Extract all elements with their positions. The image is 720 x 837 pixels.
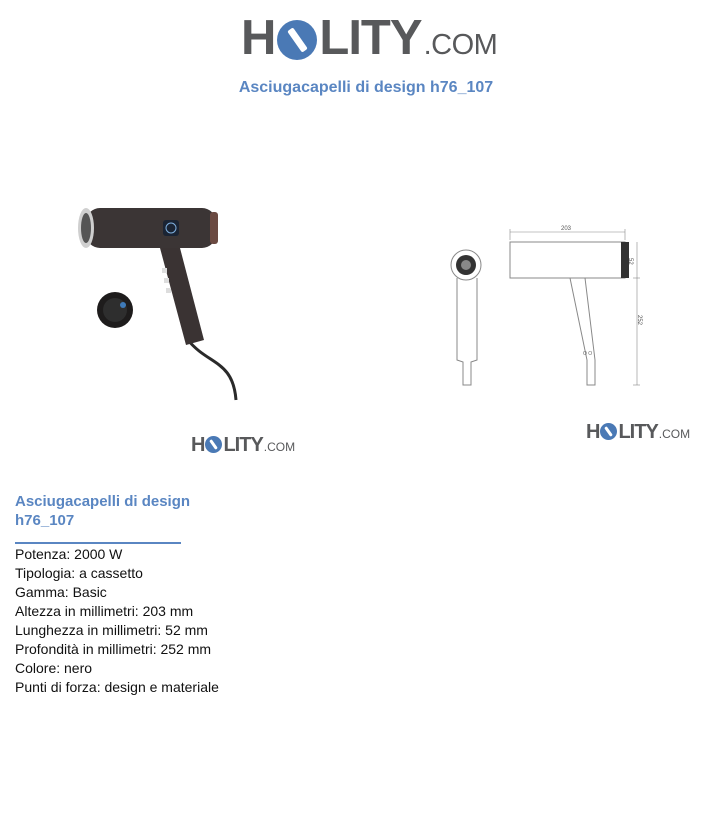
logo-mark-lity: LITY — [618, 421, 658, 443]
spec-depth: Profondità in millimetri: 252 mm — [15, 641, 212, 657]
spec-height: Altezza in millimetri: 203 mm — [15, 603, 194, 619]
logo-mark-h: H — [586, 421, 600, 443]
logo-o-icon — [600, 423, 617, 440]
product-title: Asciugacapelli di design h76_107 — [15, 493, 191, 529]
svg-text:203: 203 — [561, 226, 572, 232]
spec-strengths: Punti di forza: design e materiale — [15, 679, 219, 695]
title-underline — [15, 542, 181, 544]
logo-o-icon — [205, 436, 222, 453]
spec-color: Colore: nero — [15, 660, 93, 676]
spec-type: Tipologia: a cassetto — [15, 565, 143, 581]
spec-range: Gamma: Basic — [15, 584, 107, 600]
logo-o-icon — [277, 20, 317, 60]
logo-domain: .COM — [658, 427, 691, 441]
logo-mark-lity: LITY — [223, 434, 263, 456]
logo-domain: .COM — [423, 29, 498, 61]
spec-list — [15, 545, 219, 697]
product-photo — [68, 190, 250, 422]
svg-text:52: 52 — [627, 258, 633, 265]
logo-domain: .COM — [263, 440, 296, 454]
holity-logo-small — [586, 421, 690, 444]
svg-text:252: 252 — [636, 315, 642, 326]
technical-drawing — [445, 220, 645, 395]
spec-length: Lunghezza in millimetri: 52 mm — [15, 622, 208, 638]
logo-mark-h: H — [191, 434, 205, 456]
holity-logo-small — [191, 434, 295, 457]
spec-power: Potenza: 2000 W — [15, 546, 123, 562]
logo-mark-lity: LITY — [319, 11, 422, 65]
svg-text:O O: O O — [583, 351, 593, 357]
page-title: Asciugacapelli di design h76_107 — [238, 79, 494, 96]
holity-logo[interactable] — [241, 10, 497, 70]
logo-mark-h: H — [241, 11, 276, 65]
